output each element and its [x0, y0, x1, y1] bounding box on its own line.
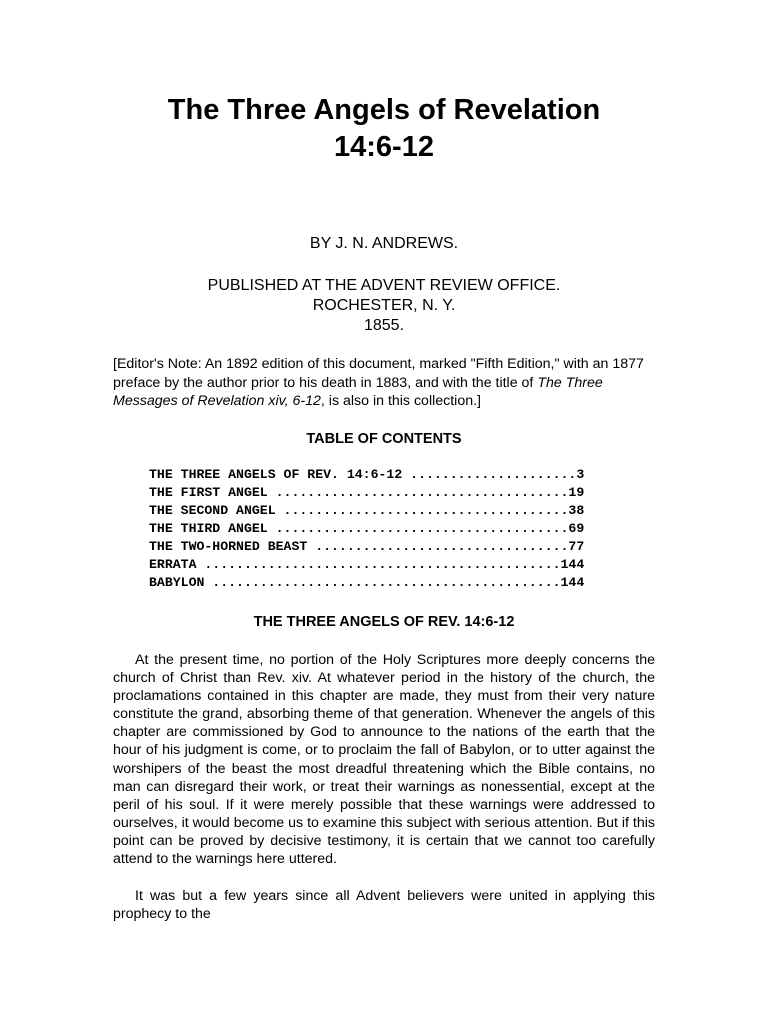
toc-entry[interactable]: THE SECOND ANGEL ....................................38: [149, 503, 585, 518]
section-heading: THE THREE ANGELS OF REV. 14:6-12: [253, 614, 515, 630]
publisher-line-3: 1855.: [363, 317, 405, 334]
toc-heading: TABLE OF CONTENTS: [306, 431, 462, 447]
title-line-2: 14:6-12: [334, 131, 434, 163]
body-paragraph-2: It was but a few years since all Advent believers were united in applying this prophecy to the: [113, 888, 655, 923]
toc-entry[interactable]: THE THREE ANGELS OF REV. 14:6-12 .....................3: [149, 467, 585, 482]
table-of-contents: [149, 466, 669, 592]
editor-note-text-end: , is also in this collection.]: [320, 393, 481, 409]
toc-entry[interactable]: ERRATA .............................................144: [149, 557, 585, 572]
toc-entry[interactable]: THE THIRD ANGEL .....................................69: [149, 521, 585, 536]
author-line: BY J. N. ANDREWS.: [309, 235, 459, 252]
title-line-1: The Three Angels of Revelation: [167, 94, 601, 126]
publisher-line-2: ROCHESTER, N. Y.: [312, 297, 456, 314]
publisher-line-1: PUBLISHED AT THE ADVENT REVIEW OFFICE.: [207, 277, 561, 294]
editor-note-text: [Editor's Note: An 1892 edition of this document, marked "Fifth Edition," with an 1877 preface by the author prior to his death in 1883, and with the title of: [113, 356, 644, 391]
document-title: [84, 92, 684, 166]
toc-entry[interactable]: BABYLON ............................................144: [149, 575, 585, 590]
editor-note-italic-title: The Three Messages of Revelation xiv, 6-12: [113, 374, 603, 409]
body-paragraph-1: At the present time, no portion of the Holy Scriptures more deeply concerns the church of Christ than Rev. xiv. At whatever period in the history of the church, the proclamations contained in this chapter are made, they must from their very nature constitute the grand, absorbing theme of that generation. Whenever the angels of this chapter are commissioned by God to announce to the nations of the earth that the hour of his judgment is come, or to proclaim the fall of Babylon, or to utter against the worshipers of the beast the most dreadful threatening which the Bible contains, no man can disregard their work, or treat their warnings as nonessential, except at the peril of his soul. If it were merely possible that these warnings were addressed to ourselves, it would become us to examine this subject with serious attention. But if this point can be proved by decisive testimony, it is certain that we cannot too carefully attend to the warnings here uttered.: [113, 652, 655, 868]
toc-entry[interactable]: THE TWO-HORNED BEAST ................................77: [149, 539, 585, 554]
toc-entry[interactable]: THE FIRST ANGEL .....................................19: [149, 485, 585, 500]
editor-note: [113, 355, 658, 411]
publisher-block: [84, 276, 684, 336]
